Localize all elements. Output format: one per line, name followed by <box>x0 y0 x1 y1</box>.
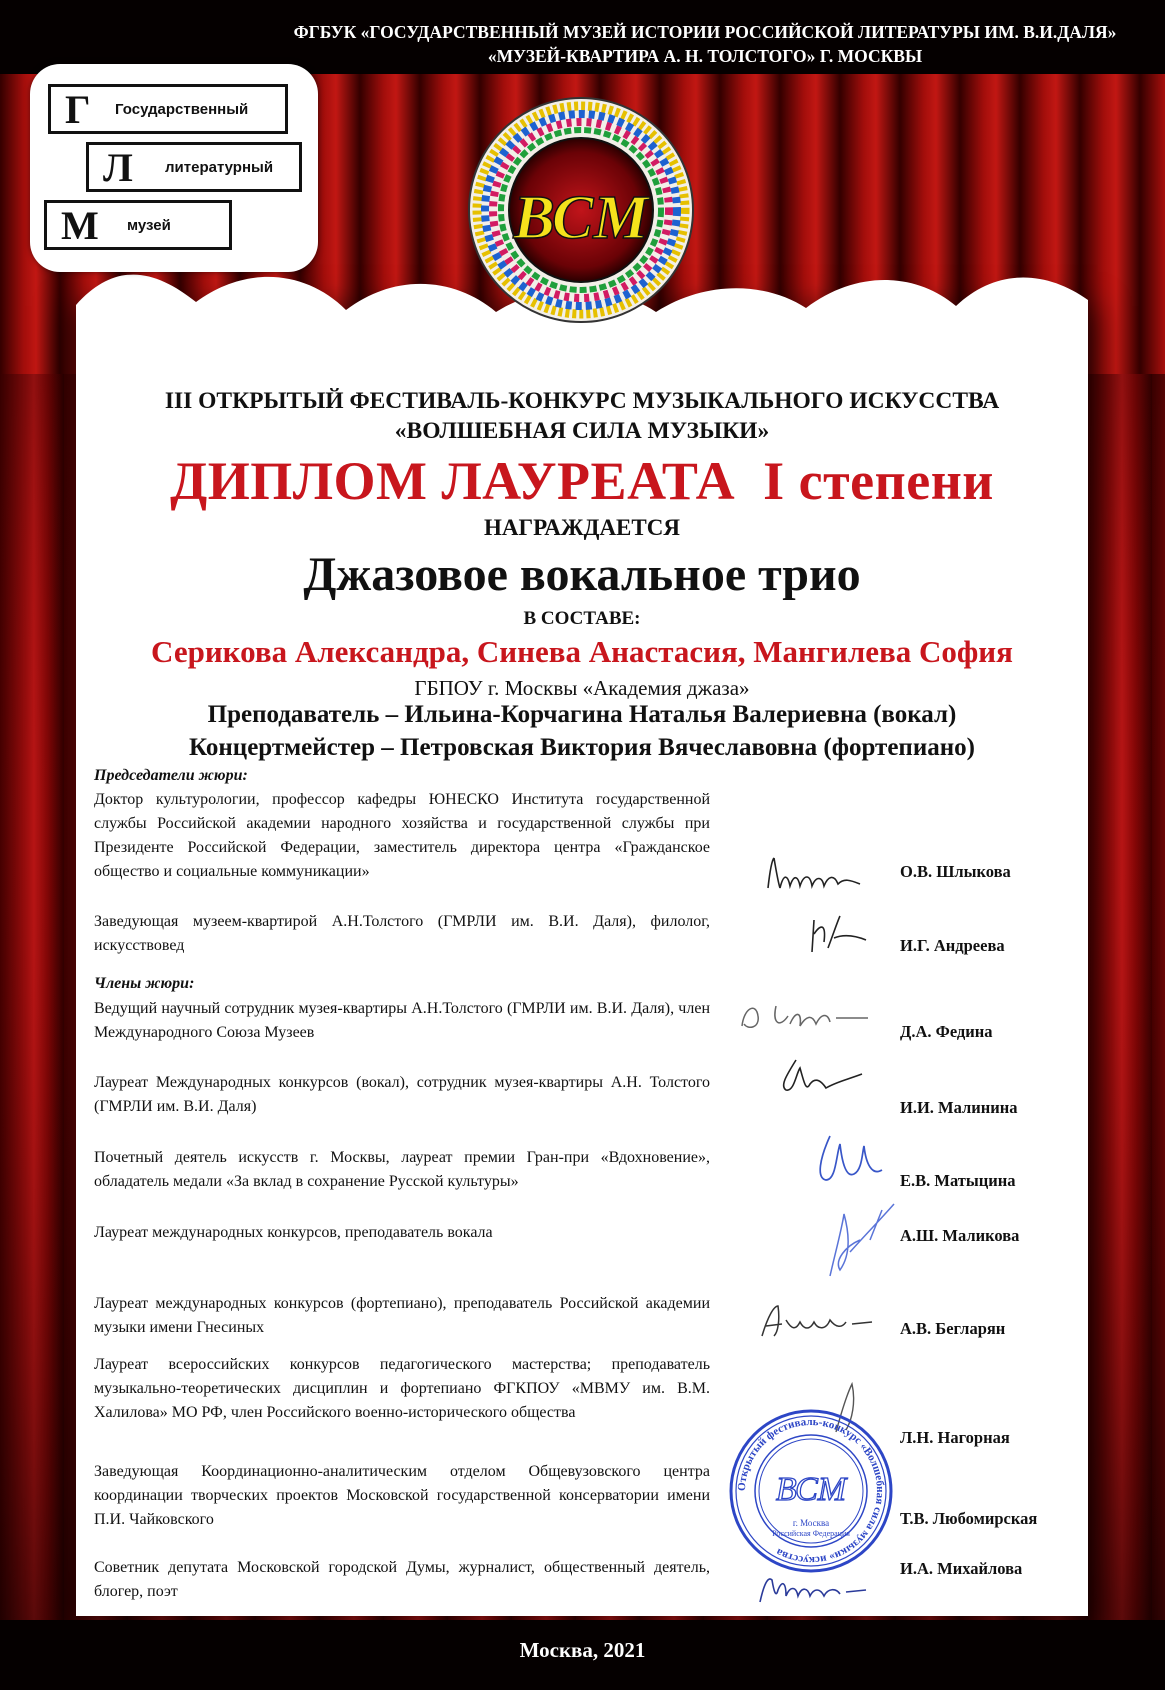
official-seal-icon <box>728 1408 894 1574</box>
signature-icon <box>756 1300 876 1342</box>
jury-name: А.В. Бегларян <box>900 1319 1006 1338</box>
institution: ГБПОУ г. Москвы «Академия джаза» <box>414 676 750 700</box>
organizer-line-1: ФГБУК «ГОСУДАРСТВЕННЫЙ МУЗЕЙ ИСТОРИИ РОССИЙСКОЙ ЛИТЕРАТУРЫ ИМ. В.И.ДАЛЯ» <box>293 22 1117 42</box>
festival-emblem-icon <box>466 92 696 328</box>
museum-logo <box>30 64 318 272</box>
composition-label: В СОСТАВЕ: <box>523 608 641 629</box>
signature-icon <box>760 850 870 900</box>
awarded-label: НАГРАЖДАЕТСЯ <box>484 515 680 540</box>
jury-description: Лауреат Международных конкурсов (вокал), сотрудник музея-квартиры А.Н. Толстого (ГМРЛИ им. В.И. Даля) <box>94 1074 710 1115</box>
accompanist-line: Концертмейстер – Петровская Виктория Вячеславовна (фортепиано) <box>189 734 975 761</box>
seal-country: Российская Федерация <box>772 1529 850 1538</box>
signature-icon <box>766 1052 876 1108</box>
jury-name: Е.В. Матыцина <box>900 1171 1016 1190</box>
signature-icon <box>806 1130 896 1188</box>
signature-icon <box>810 1200 910 1284</box>
festival-title-line-1: III ОТКРЫТЫЙ ФЕСТИВАЛЬ-КОНКУРС МУЗЫКАЛЬНОГО ИСКУССТВА <box>164 388 1000 414</box>
logo-letter: Л <box>103 145 133 190</box>
jury-description: Заведующая Координационно-аналитическим отделом Общевузовского центра координации творческих проектов Московской государственной консерватории имени П.И. Чайковского <box>94 1463 710 1528</box>
jury-name: И.А. Михайлова <box>900 1559 1023 1578</box>
jury-chairs-label: Председатели жюри: <box>94 767 248 784</box>
jury-description: Почетный деятель искусств г. Москвы, лауреат премии Гран-при «Вдохновение», обладатель медали «За вклад в сохранение Русской культуры» <box>94 1149 710 1190</box>
signature-icon <box>800 912 870 958</box>
logo-word: музей <box>127 217 171 234</box>
logo-word: Государственный <box>115 101 249 118</box>
seal-outer-text: Открытый фестиваль-конкурс «Волшебная сила музыки» искусства <box>735 1415 887 1567</box>
recipient-name: Джазовое вокальное трио <box>303 548 861 601</box>
diploma-title: ДИПЛОМ ЛАУРЕАТА I степени <box>170 451 994 511</box>
jury-name: Т.В. Любомирская <box>900 1509 1038 1528</box>
jury-members-label: Члены жюри: <box>94 975 195 992</box>
logo-row-1 <box>48 84 288 134</box>
seal-monogram: ВСМ <box>775 1471 847 1508</box>
teacher-line: Преподаватель – Ильина-Корчагина Наталья Валериевна (вокал) <box>207 701 957 728</box>
signature-icon <box>736 996 876 1036</box>
seal-city: г. Москва <box>792 1518 830 1528</box>
ensemble-members: Серикова Александра, Синева Анастасия, Мангилева София <box>151 634 1013 669</box>
jury-name: А.Ш. Маликова <box>900 1226 1020 1245</box>
jury-description: Лауреат международных конкурсов (фортепиано), преподаватель Российской академии музыки имени Гнесиных <box>94 1295 710 1336</box>
city-year: Москва, 2021 <box>519 1638 646 1662</box>
logo-word: литературный <box>165 159 274 176</box>
jury-description: Лауреат международных конкурсов, преподаватель вокала <box>94 1224 493 1241</box>
emblem-monogram: ВСМ <box>513 184 649 252</box>
jury-name: И.Г. Андреева <box>900 936 1005 955</box>
jury-description: Лауреат всероссийских конкурсов педагогического мастерства; преподаватель музыкально-теоретических дисциплин и фортепиано ФГКПОУ «МВМУ им. В.М. Халилова» МО РФ, член Российского военно-исторического общества <box>94 1356 710 1421</box>
organizer-line-2: «МУЗЕЙ-КВАРТИРА А. Н. ТОЛСТОГО» Г. МОСКВЫ <box>487 46 923 66</box>
jury-name: И.И. Малинина <box>900 1098 1018 1117</box>
jury-description: Советник депутата Московской городской Думы, журналист, общественный деятель, блогер, поэт <box>94 1559 710 1600</box>
logo-row-3 <box>44 200 232 250</box>
logo-letter: М <box>61 203 99 248</box>
jury-name: О.В. Шлыкова <box>900 862 1011 881</box>
jury-name: Д.А. Федина <box>900 1022 993 1041</box>
jury-description: Ведущий научный сотрудник музея-квартиры А.Н.Толстого (ГМРЛИ им. В.И. Даля), член Международного Союза Музеев <box>94 1000 710 1041</box>
jury-description: Доктор культурологии, профессор кафедры ЮНЕСКО Института государственной службы Российской академии народного хозяйства и государственной службы при Президенте Российской Федерации, заместитель директора центра «Гражданское общество и социальные коммуникации» <box>94 791 710 880</box>
logo-row-2 <box>86 142 302 192</box>
jury-description: Заведующая музеем-квартирой А.Н.Толстого (ГМРЛИ им. В.И. Даля), филолог, искусствовед <box>94 913 710 954</box>
jury-name: Л.Н. Нагорная <box>900 1428 1010 1447</box>
festival-title-line-2: «ВОЛШЕБНАЯ СИЛА МУЗЫКИ» <box>394 418 770 444</box>
logo-letter: Г <box>65 87 91 132</box>
